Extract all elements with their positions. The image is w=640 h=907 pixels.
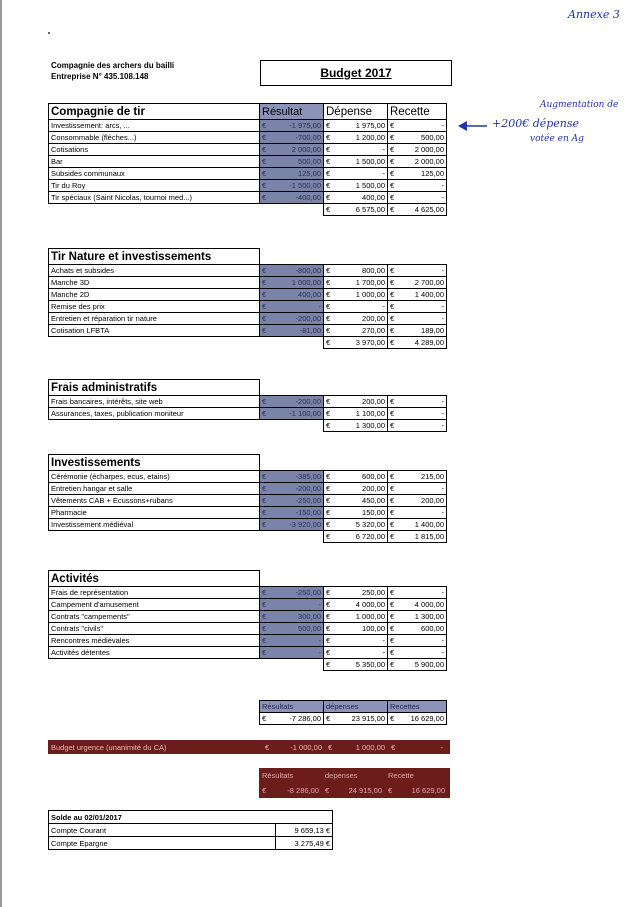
total-spacer bbox=[49, 531, 260, 543]
budget-row bbox=[49, 623, 447, 635]
solde-label-courant: Compte Courant bbox=[49, 824, 276, 837]
urgence-label: Budget urgence (unanimité du CA) bbox=[51, 742, 167, 752]
row-label: Activités détentes bbox=[49, 647, 260, 659]
urgence-expense: € 1 000,00 bbox=[328, 742, 385, 752]
row-expense: € 100,00 bbox=[324, 623, 388, 635]
row-label: Campement d'amusement bbox=[49, 599, 260, 611]
row-label: Cérémonie (écharpes, ecus, etains) bbox=[49, 471, 260, 483]
final-revenue: € 16 629,00 bbox=[388, 786, 445, 795]
row-label: Cotisation LFBTA bbox=[49, 325, 260, 337]
budget-row bbox=[49, 325, 447, 337]
final-header-revenue: Recette bbox=[388, 771, 414, 780]
urgence-row bbox=[48, 740, 450, 754]
handwritten-note-2: +200€ dépense bbox=[492, 117, 580, 130]
final-header-result: Résultats bbox=[262, 771, 294, 780]
row-revenue: € 500,00 bbox=[388, 132, 447, 144]
header-blank bbox=[388, 455, 447, 471]
header-result: Résultat bbox=[260, 104, 324, 120]
row-expense: € 1 975,00 bbox=[324, 120, 388, 132]
row-result: € -385,00 bbox=[260, 471, 324, 483]
row-result: € - bbox=[260, 301, 324, 313]
row-expense: € - bbox=[324, 144, 388, 156]
row-result: € 500,00 bbox=[260, 623, 324, 635]
handwritten-note-3: votée en Ag bbox=[530, 134, 584, 144]
row-label: Contrats "civils" bbox=[49, 623, 260, 635]
total-spacer bbox=[260, 531, 324, 543]
final-summary bbox=[259, 768, 450, 798]
header-revenue: Recette bbox=[388, 104, 447, 120]
row-label: Investissement: arcs, ... bbox=[49, 120, 260, 132]
row-revenue: € 4 000,00 bbox=[388, 599, 447, 611]
final-expense: € 24 915,00 bbox=[325, 786, 382, 795]
row-expense: € - bbox=[324, 647, 388, 659]
row-result: € - bbox=[260, 599, 324, 611]
row-revenue: € 2 000,00 bbox=[388, 156, 447, 168]
header-blank bbox=[324, 455, 388, 471]
budget-row bbox=[49, 495, 447, 507]
scan-dot bbox=[48, 32, 50, 34]
total-spacer bbox=[49, 659, 260, 671]
section-title: Tir Nature et investissements bbox=[49, 249, 260, 265]
budget-row bbox=[49, 301, 447, 313]
company-enterprise: Entreprise N° 435.108.148 bbox=[51, 72, 149, 81]
header-blank bbox=[388, 249, 447, 265]
row-revenue: € - bbox=[388, 483, 447, 495]
budget-row bbox=[49, 289, 447, 301]
budget-row bbox=[49, 144, 447, 156]
budget-row bbox=[49, 519, 447, 531]
row-expense: € 270,00 bbox=[324, 325, 388, 337]
urgence-revenue: € - bbox=[391, 742, 443, 752]
row-revenue: € 2 000,00 bbox=[388, 144, 447, 156]
row-label: Tir du Roy bbox=[49, 180, 260, 192]
row-revenue: € 2 700,00 bbox=[388, 277, 447, 289]
urgence-result: € -1 000,00 bbox=[265, 742, 322, 752]
total-revenue: € - bbox=[388, 420, 447, 432]
arrow-icon bbox=[458, 120, 488, 132]
row-result: € -81,00 bbox=[260, 325, 324, 337]
section-table bbox=[48, 248, 447, 349]
annex-label: Annexe 3 bbox=[568, 8, 620, 21]
summary-table bbox=[259, 700, 447, 725]
section-table bbox=[48, 570, 447, 671]
row-revenue: € - bbox=[388, 180, 447, 192]
budget-row bbox=[49, 192, 447, 204]
total-spacer bbox=[49, 337, 260, 349]
row-result: € -800,00 bbox=[260, 265, 324, 277]
summary-header-result: Résultats bbox=[260, 701, 324, 713]
row-result: € -1 975,00 bbox=[260, 120, 324, 132]
row-revenue: € - bbox=[388, 396, 447, 408]
row-label: Entretien et réparation tir nature bbox=[49, 313, 260, 325]
row-revenue: € 200,00 bbox=[388, 495, 447, 507]
total-row bbox=[49, 531, 447, 543]
row-expense: € 1 000,00 bbox=[324, 611, 388, 623]
section-table bbox=[48, 103, 447, 216]
header-expense: Dépense bbox=[324, 104, 388, 120]
company-block bbox=[51, 60, 174, 82]
final-header-expense: depenses bbox=[325, 771, 358, 780]
row-label: Contrats "campements" bbox=[49, 611, 260, 623]
company-name: Compagnie des archers du bailli bbox=[51, 61, 175, 70]
row-result: € 2 000,00 bbox=[260, 144, 324, 156]
row-revenue: € - bbox=[388, 647, 447, 659]
row-result: € -400,00 bbox=[260, 192, 324, 204]
total-row bbox=[49, 420, 447, 432]
row-revenue: € 1 300,00 bbox=[388, 611, 447, 623]
row-revenue: € - bbox=[388, 120, 447, 132]
row-label: Frais bancaires, intérêts, site web bbox=[49, 396, 260, 408]
header-blank bbox=[324, 249, 388, 265]
row-expense: € 1 100,00 bbox=[324, 408, 388, 420]
solde-title: Solde au 02/01/2017 bbox=[49, 811, 333, 824]
row-result: € 500,00 bbox=[260, 156, 324, 168]
row-revenue: € - bbox=[388, 408, 447, 420]
total-revenue: € 1 815,00 bbox=[388, 531, 447, 543]
total-spacer bbox=[260, 420, 324, 432]
row-revenue: € - bbox=[388, 192, 447, 204]
row-expense: € 250,00 bbox=[324, 587, 388, 599]
budget-row bbox=[49, 277, 447, 289]
row-label: Tir spéciaux (Saint Nicolas, tournoi med...) bbox=[49, 192, 260, 204]
row-result: € -200,00 bbox=[260, 483, 324, 495]
row-revenue: € 600,00 bbox=[388, 623, 447, 635]
row-revenue: € - bbox=[388, 313, 447, 325]
section-title: Activités bbox=[49, 571, 260, 587]
row-revenue: € - bbox=[388, 587, 447, 599]
solde-label-epargne: Compte Epargne bbox=[49, 837, 276, 850]
row-result: € 1 000,00 bbox=[260, 277, 324, 289]
row-result: € -3 920,00 bbox=[260, 519, 324, 531]
row-revenue: € 1 400,00 bbox=[388, 289, 447, 301]
solde-table bbox=[48, 810, 333, 850]
row-result: € -1 500,00 bbox=[260, 180, 324, 192]
row-result: € -200,00 bbox=[260, 313, 324, 325]
row-result: € -1 100,00 bbox=[260, 408, 324, 420]
row-result: € 400,00 bbox=[260, 289, 324, 301]
budget-row bbox=[49, 483, 447, 495]
section-table bbox=[48, 379, 447, 432]
total-expense: € 6 575,00 bbox=[324, 204, 388, 216]
budget-row bbox=[49, 132, 447, 144]
row-expense: € - bbox=[324, 635, 388, 647]
page-edge bbox=[0, 0, 2, 907]
row-expense: € 4 000,00 bbox=[324, 599, 388, 611]
row-label: Bar bbox=[49, 156, 260, 168]
row-label: Rencontres médiévales bbox=[49, 635, 260, 647]
row-result: € 125,00 bbox=[260, 168, 324, 180]
row-result: € - bbox=[260, 647, 324, 659]
row-expense: € 200,00 bbox=[324, 483, 388, 495]
total-spacer bbox=[260, 337, 324, 349]
row-label: Manche 3D bbox=[49, 277, 260, 289]
summary-header-expense: dépenses bbox=[324, 701, 388, 713]
budget-row bbox=[49, 120, 447, 132]
row-result: € 300,00 bbox=[260, 611, 324, 623]
row-expense: € 1 500,00 bbox=[324, 156, 388, 168]
row-label: Investissement médiéval bbox=[49, 519, 260, 531]
row-result: € -250,00 bbox=[260, 587, 324, 599]
row-revenue: € - bbox=[388, 635, 447, 647]
total-spacer bbox=[260, 204, 324, 216]
row-expense: € 450,00 bbox=[324, 495, 388, 507]
total-row bbox=[49, 659, 447, 671]
row-label: Entretien hangar et salle bbox=[49, 483, 260, 495]
row-revenue: € - bbox=[388, 301, 447, 313]
budget-row bbox=[49, 647, 447, 659]
budget-row bbox=[49, 471, 447, 483]
header-blank bbox=[324, 380, 388, 396]
row-result: € - bbox=[260, 635, 324, 647]
row-label: Cotisations bbox=[49, 144, 260, 156]
header-blank bbox=[388, 571, 447, 587]
total-spacer bbox=[49, 420, 260, 432]
row-label: Frais de représentation bbox=[49, 587, 260, 599]
row-revenue: € 125,00 bbox=[388, 168, 447, 180]
summary-expense: € 23 915,00 bbox=[324, 713, 388, 725]
summary-revenue: € 16 629,00 bbox=[388, 713, 447, 725]
row-revenue: € - bbox=[388, 265, 447, 277]
row-expense: € 200,00 bbox=[324, 313, 388, 325]
row-label: Assurances, taxes, publication moniteur bbox=[49, 408, 260, 420]
row-expense: € 200,00 bbox=[324, 396, 388, 408]
total-expense: € 1 300,00 bbox=[324, 420, 388, 432]
budget-title bbox=[260, 60, 452, 86]
total-spacer bbox=[260, 659, 324, 671]
budget-row bbox=[49, 507, 447, 519]
row-revenue: € - bbox=[388, 507, 447, 519]
row-expense: € 1 700,00 bbox=[324, 277, 388, 289]
total-row bbox=[49, 204, 447, 216]
handwritten-note-1: Augmentation de bbox=[540, 100, 619, 110]
row-expense: € 1 200,00 bbox=[324, 132, 388, 144]
row-revenue: € 1 400,00 bbox=[388, 519, 447, 531]
row-expense: € 5 320,00 bbox=[324, 519, 388, 531]
total-revenue: € 4 289,00 bbox=[388, 337, 447, 349]
row-expense: € 600,00 bbox=[324, 471, 388, 483]
row-label: Manche 2D bbox=[49, 289, 260, 301]
section-title: Compagnie de tir bbox=[49, 104, 260, 120]
row-label: Vêtements CAB + Ecussons+rubans bbox=[49, 495, 260, 507]
total-expense: € 5 350,00 bbox=[324, 659, 388, 671]
budget-row bbox=[49, 313, 447, 325]
total-expense: € 6 720,00 bbox=[324, 531, 388, 543]
budget-title-text: Budget 2017 bbox=[320, 66, 392, 80]
header-blank bbox=[260, 571, 324, 587]
budget-row bbox=[49, 265, 447, 277]
budget-row bbox=[49, 168, 447, 180]
budget-row bbox=[49, 587, 447, 599]
total-revenue: € 5 900,00 bbox=[388, 659, 447, 671]
row-expense: € 1 000,00 bbox=[324, 289, 388, 301]
row-label: Subsides communaux bbox=[49, 168, 260, 180]
header-blank bbox=[388, 380, 447, 396]
budget-row bbox=[49, 599, 447, 611]
solde-value-courant: 9 659,13 € bbox=[276, 824, 333, 837]
budget-row bbox=[49, 635, 447, 647]
row-label: Pharmacie bbox=[49, 507, 260, 519]
row-result: € -150,00 bbox=[260, 507, 324, 519]
row-revenue: € 215,00 bbox=[388, 471, 447, 483]
row-result: € -200,00 bbox=[260, 396, 324, 408]
row-label: Consommable (flèches...) bbox=[49, 132, 260, 144]
total-spacer bbox=[49, 204, 260, 216]
row-label: Remise des prix bbox=[49, 301, 260, 313]
budget-row bbox=[49, 156, 447, 168]
row-expense: € 1 500,00 bbox=[324, 180, 388, 192]
section-title: Frais administratifs bbox=[49, 380, 260, 396]
budget-row bbox=[49, 396, 447, 408]
section-table bbox=[48, 454, 447, 543]
total-row bbox=[49, 337, 447, 349]
header-blank bbox=[324, 571, 388, 587]
row-result: € -700,00 bbox=[260, 132, 324, 144]
row-revenue: € 189,00 bbox=[388, 325, 447, 337]
section-title: Investissements bbox=[49, 455, 260, 471]
header-blank bbox=[260, 249, 324, 265]
summary-header-revenue: Recettes bbox=[388, 701, 447, 713]
row-expense: € 800,00 bbox=[324, 265, 388, 277]
row-result: € -250,00 bbox=[260, 495, 324, 507]
header-blank bbox=[260, 380, 324, 396]
total-expense: € 3 970,00 bbox=[324, 337, 388, 349]
row-expense: € - bbox=[324, 301, 388, 313]
summary-result: € -7 286,00 bbox=[260, 713, 324, 725]
row-expense: € 400,00 bbox=[324, 192, 388, 204]
row-expense: € - bbox=[324, 168, 388, 180]
total-revenue: € 4 625,00 bbox=[388, 204, 447, 216]
header-blank bbox=[260, 455, 324, 471]
budget-row bbox=[49, 611, 447, 623]
budget-row bbox=[49, 180, 447, 192]
budget-row bbox=[49, 408, 447, 420]
row-label: Achats et subsides bbox=[49, 265, 260, 277]
solde-value-epargne: 3 275,49 € bbox=[276, 837, 333, 850]
row-expense: € 150,00 bbox=[324, 507, 388, 519]
final-result: € -8 286,00 bbox=[262, 786, 319, 795]
